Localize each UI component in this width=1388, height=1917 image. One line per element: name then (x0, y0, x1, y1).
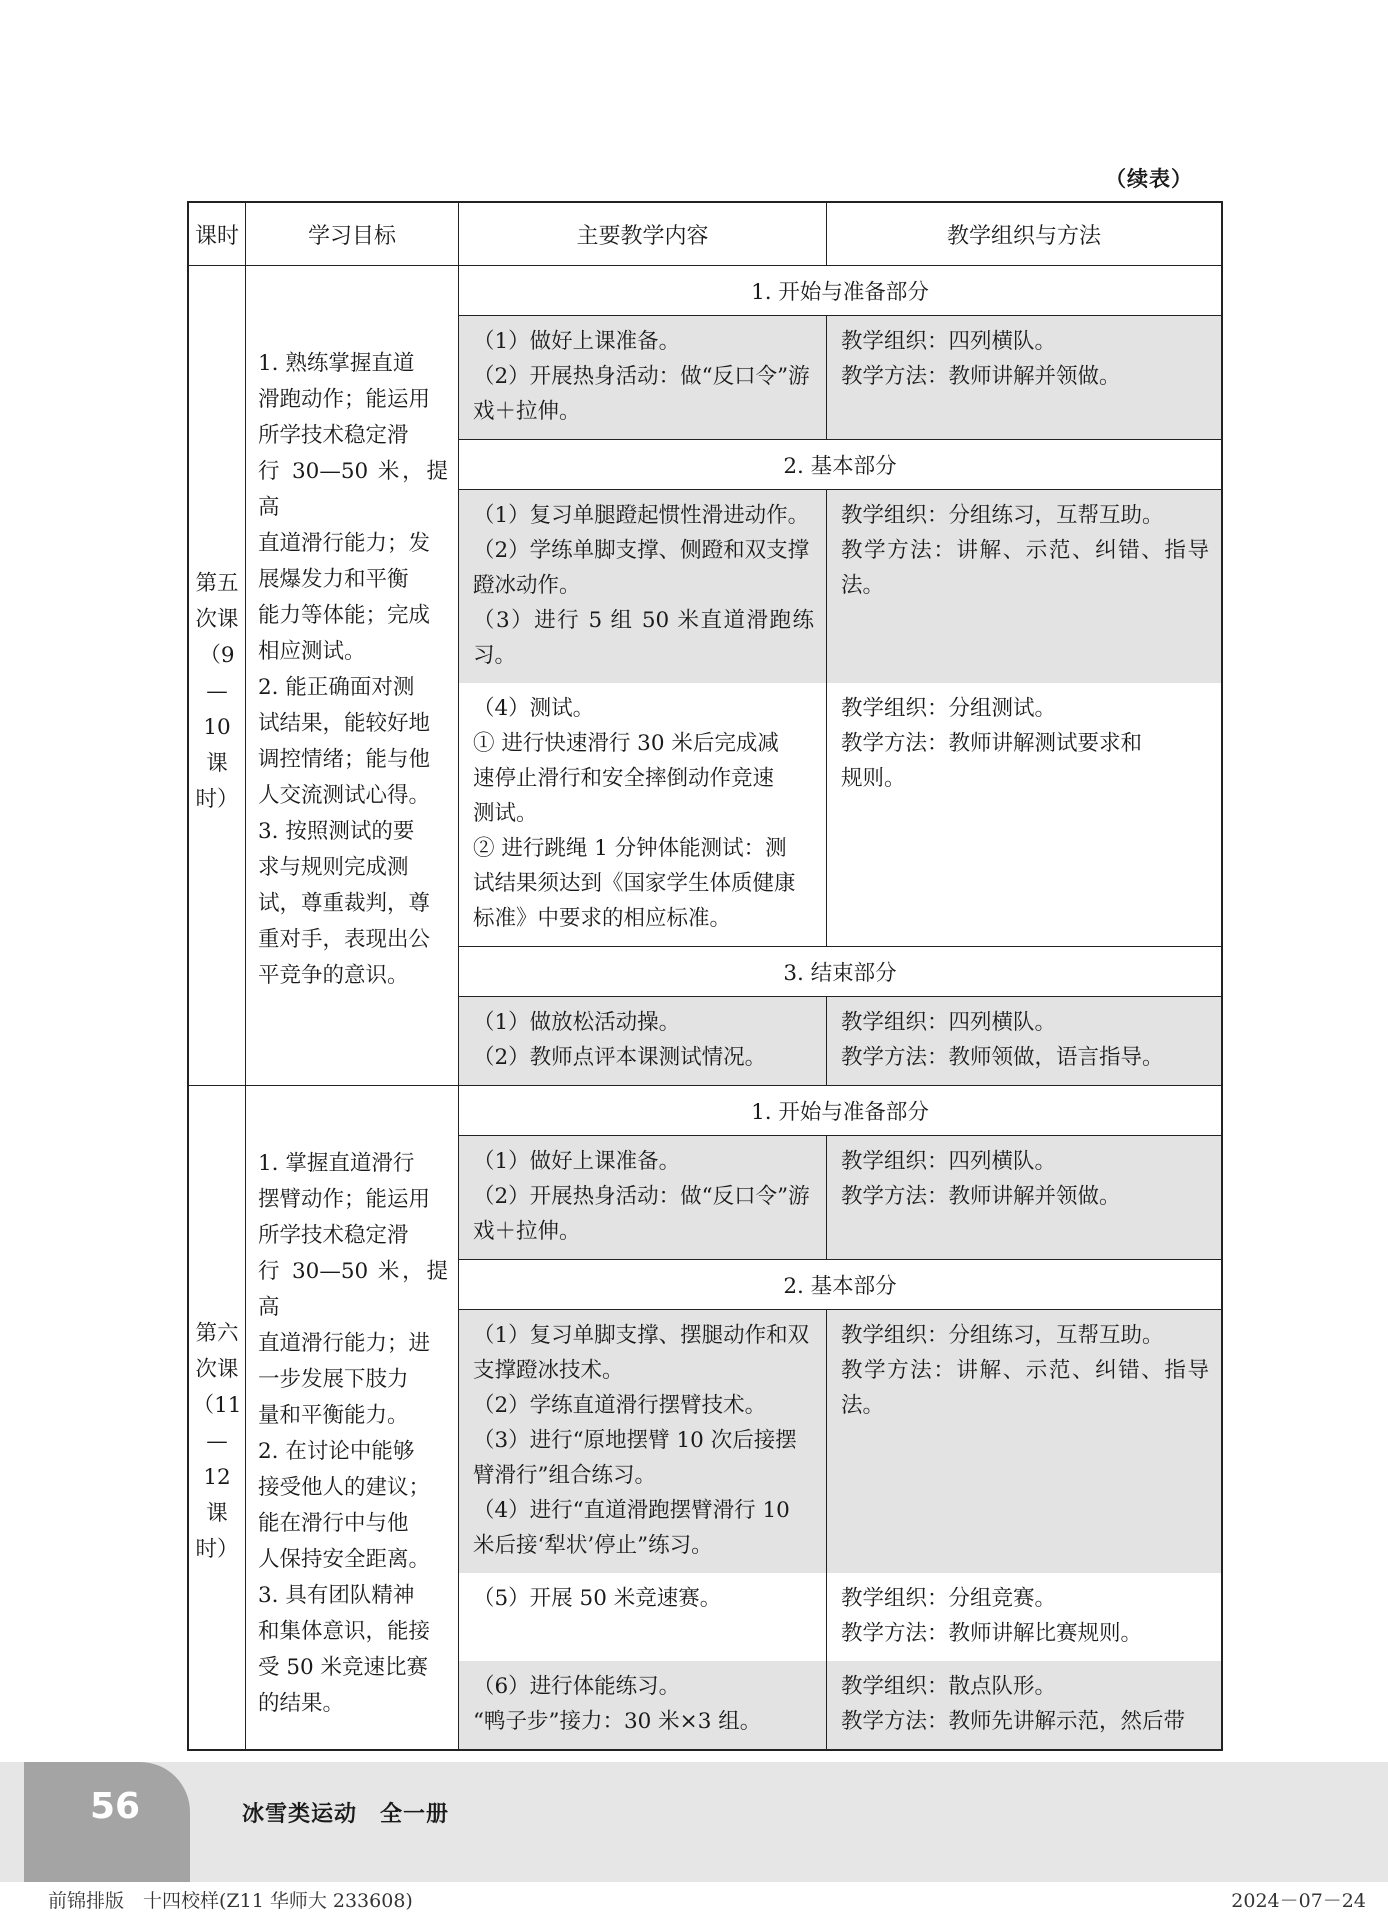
content-row (459, 490, 1221, 683)
method-line: 教学方法：教师讲解比赛规则。 (841, 1621, 1143, 1646)
lesson-name-line: （11— (192, 1393, 242, 1454)
method-line: 教学组织：分组练习，互帮互助。 (841, 1323, 1164, 1348)
section-title: 1. 开始与准备部分 (459, 266, 1221, 316)
method-line: 教学方法：教师讲解测试要求和 (841, 731, 1143, 756)
goal-line: 所学技术稳定滑 (258, 423, 409, 448)
goal-line: 接受他人的建议； (258, 1475, 431, 1500)
content-cell (459, 1661, 827, 1749)
goal-line: 人保持安全距离。 (258, 1547, 431, 1572)
content-row (459, 997, 1221, 1085)
content-line: （2）开展热身活动：做“反口令”游 (473, 1184, 810, 1209)
table-header (189, 203, 1221, 266)
content-row (459, 1573, 1221, 1661)
goal-line: 试结果，能较好地 (258, 711, 431, 736)
content-line: （2）学练单脚支撑、侧蹬和双支撑 (473, 538, 810, 563)
method-line: 教学方法：讲解、示范、纠错、指导法。 (841, 538, 1209, 598)
goal-line: 一步发展下肢力 (258, 1367, 409, 1392)
goal-line: 试，尊重裁判，尊 (258, 891, 431, 916)
continued-label: （续表） (1105, 167, 1193, 191)
content-line: （2）学练直道滑行摆臂技术。 (473, 1393, 767, 1418)
content-line: （1）做好上课准备。 (473, 1149, 681, 1174)
content-line: ② 进行跳绳 1 分钟体能测试：测 (473, 836, 787, 861)
method-cell (827, 1661, 1221, 1749)
goal-line: 平竞争的意识。 (258, 963, 409, 988)
goal-line: 重对手，表现出公 (258, 927, 431, 952)
content-line: 米后接‘犁状’停止”练习。 (473, 1533, 713, 1558)
lesson-name (189, 1086, 246, 1749)
goal-line: 行 30—50 米，提高 (258, 1259, 448, 1320)
method-line: 教学组织：四列横队。 (841, 1149, 1057, 1174)
content-line: （6）进行体能练习。 (473, 1674, 681, 1699)
book-title: 冰雪类运动 全一册 (242, 1802, 450, 1827)
content-cell (459, 1136, 827, 1259)
lesson-name-line: 时） (195, 787, 239, 812)
goal-line: 展爆发力和平衡 (258, 567, 409, 592)
lesson-row (189, 266, 1221, 1086)
method-cell (827, 1136, 1221, 1259)
goal-line: 摆臂动作；能运用 (258, 1187, 431, 1212)
method-line: 教学方法：教师讲解并领做。 (841, 1184, 1121, 1209)
content-cell (459, 490, 827, 683)
content-row (459, 1310, 1221, 1573)
content-cell (459, 316, 827, 439)
section-title: 2. 基本部分 (459, 1260, 1221, 1310)
lesson-plan-table (187, 201, 1223, 1751)
page-number: 56 (90, 1786, 141, 1827)
content-line: 臂滑行”组合练习。 (473, 1463, 656, 1488)
lesson-name-line: 12 课 (203, 1465, 231, 1526)
lesson-name-line: 10 课 (203, 715, 231, 776)
content-row (459, 1136, 1221, 1260)
goal-line: 滑跑动作；能运用 (258, 387, 431, 412)
content-line: （2）开展热身活动：做“反口令”游 (473, 364, 810, 389)
section-title: 1. 开始与准备部分 (459, 1086, 1221, 1136)
method-line: 教学组织：散点队形。 (841, 1674, 1057, 1699)
content-row (459, 316, 1221, 440)
content-line: 蹬冰动作。 (473, 573, 581, 598)
content-line: （4）进行“直道滑跑摆臂滑行 10 (473, 1498, 790, 1523)
method-cell (827, 316, 1221, 439)
content-line: ① 进行快速滑行 30 米后完成减 (473, 731, 779, 756)
goal-line: 量和平衡能力。 (258, 1403, 409, 1428)
content-cell (459, 683, 827, 946)
method-cell (827, 1573, 1221, 1661)
method-cell (827, 490, 1221, 683)
lesson-details (459, 1086, 1221, 1749)
method-line: 教学组织：分组竞赛。 (841, 1586, 1057, 1611)
content-line: （1）复习单腿蹬起惯性滑进动作。 (473, 503, 810, 528)
goal-line: 能力等体能；完成 (258, 603, 431, 628)
content-line: （5）开展 50 米竞速赛。 (473, 1586, 722, 1611)
method-line: 规则。 (841, 766, 906, 791)
goal-line: 能在滑行中与他 (258, 1511, 409, 1536)
goal-line: 行 30—50 米，提高 (258, 459, 448, 520)
lesson-name-line: 次课 (195, 607, 239, 632)
content-cell (459, 1573, 827, 1661)
lesson-goals (246, 266, 459, 1085)
content-line: 戏＋拉伸。 (473, 399, 581, 424)
goal-line: 求与规则完成测 (258, 855, 409, 880)
goal-line: 所学技术稳定滑 (258, 1223, 409, 1248)
method-cell (827, 683, 1221, 946)
content-line: （3）进行“原地摆臂 10 次后接摆 (473, 1428, 797, 1453)
method-line: 教学方法：教师领做，语言指导。 (841, 1045, 1164, 1070)
footer-band (0, 1762, 1388, 1882)
content-line: 速停止滑行和安全摔倒动作竞速 (473, 766, 775, 791)
content-line: 支撑蹬冰技术。 (473, 1358, 624, 1383)
method-line: 教学组织：四列横队。 (841, 1010, 1057, 1035)
lesson-name-line: 次课 (195, 1357, 239, 1382)
goal-line: 受 50 米竞速比赛 (258, 1655, 429, 1680)
content-cell (459, 1310, 827, 1573)
content-line: 测试。 (473, 801, 538, 826)
content-line: （1）复习单脚支撑、摆腿动作和双 (473, 1323, 810, 1348)
method-line: 教学组织：分组测试。 (841, 696, 1057, 721)
content-line: （1）做放松活动操。 (473, 1010, 681, 1035)
lesson-name-line: 时） (195, 1537, 239, 1562)
header-content: 主要教学内容 (459, 203, 827, 265)
goal-line: 和集体意识，能接 (258, 1619, 431, 1644)
section-title: 3. 结束部分 (459, 947, 1221, 997)
content-row (459, 1661, 1221, 1749)
method-cell (827, 997, 1221, 1085)
print-info: 前锦排版 十四校样(Z11 华师大 233608) (48, 1890, 413, 1912)
method-line: 教学组织：分组练习，互帮互助。 (841, 503, 1164, 528)
goal-line: 直道滑行能力；发 (258, 531, 431, 556)
goal-line: 3. 按照测试的要 (258, 819, 415, 844)
goal-line: 1. 掌握直道滑行 (258, 1151, 415, 1176)
content-line: （4）测试。 (473, 696, 595, 721)
goal-line: 人交流测试心得。 (258, 783, 431, 808)
method-line: 教学方法：讲解、示范、纠错、指导法。 (841, 1358, 1209, 1418)
goal-line: 2. 在讨论中能够 (258, 1439, 415, 1464)
goal-line: 3. 具有团队精神 (258, 1583, 415, 1608)
content-line: 戏＋拉伸。 (473, 1219, 581, 1244)
lesson-name-line: 第六 (195, 1321, 239, 1346)
method-line: 教学方法：教师讲解并领做。 (841, 364, 1121, 389)
method-cell (827, 1310, 1221, 1573)
content-cell (459, 997, 827, 1085)
content-row (459, 683, 1221, 947)
content-line: （3）进行 5 组 50 米直道滑跑练习。 (473, 608, 814, 668)
header-goals: 学习目标 (246, 203, 459, 265)
lesson-details (459, 266, 1221, 1085)
header-lesson: 课时 (189, 203, 246, 265)
section-title: 2. 基本部分 (459, 440, 1221, 490)
lesson-name-line: 第五 (195, 571, 239, 596)
lesson-name (189, 266, 246, 1085)
header-method: 教学组织与方法 (946, 223, 1101, 249)
content-line: “鸭子步”接力：30 米×3 组。 (473, 1709, 762, 1734)
goal-line: 2. 能正确面对测 (258, 675, 415, 700)
method-line: 教学方法：教师先讲解示范，然后带 (841, 1709, 1186, 1734)
goal-line: 调控情绪；能与他 (258, 747, 431, 772)
lesson-goals (246, 1086, 459, 1749)
goal-line: 相应测试。 (258, 639, 366, 664)
content-line: 试结果须达到《国家学生体质健康 (473, 871, 796, 896)
print-date: 2024－07－24 (1231, 1890, 1366, 1912)
method-line: 教学组织：四列横队。 (841, 329, 1057, 354)
content-line: （2）教师点评本课测试情况。 (473, 1045, 767, 1070)
goal-line: 的结果。 (258, 1691, 345, 1716)
lesson-name-line: （9— (199, 643, 235, 704)
goal-line: 1. 熟练掌握直道 (258, 351, 415, 376)
goal-line: 直道滑行能力；进 (258, 1331, 431, 1356)
content-line: （1）做好上课准备。 (473, 329, 681, 354)
lesson-row (189, 1086, 1221, 1749)
content-line: 标准》中要求的相应标准。 (473, 906, 732, 931)
